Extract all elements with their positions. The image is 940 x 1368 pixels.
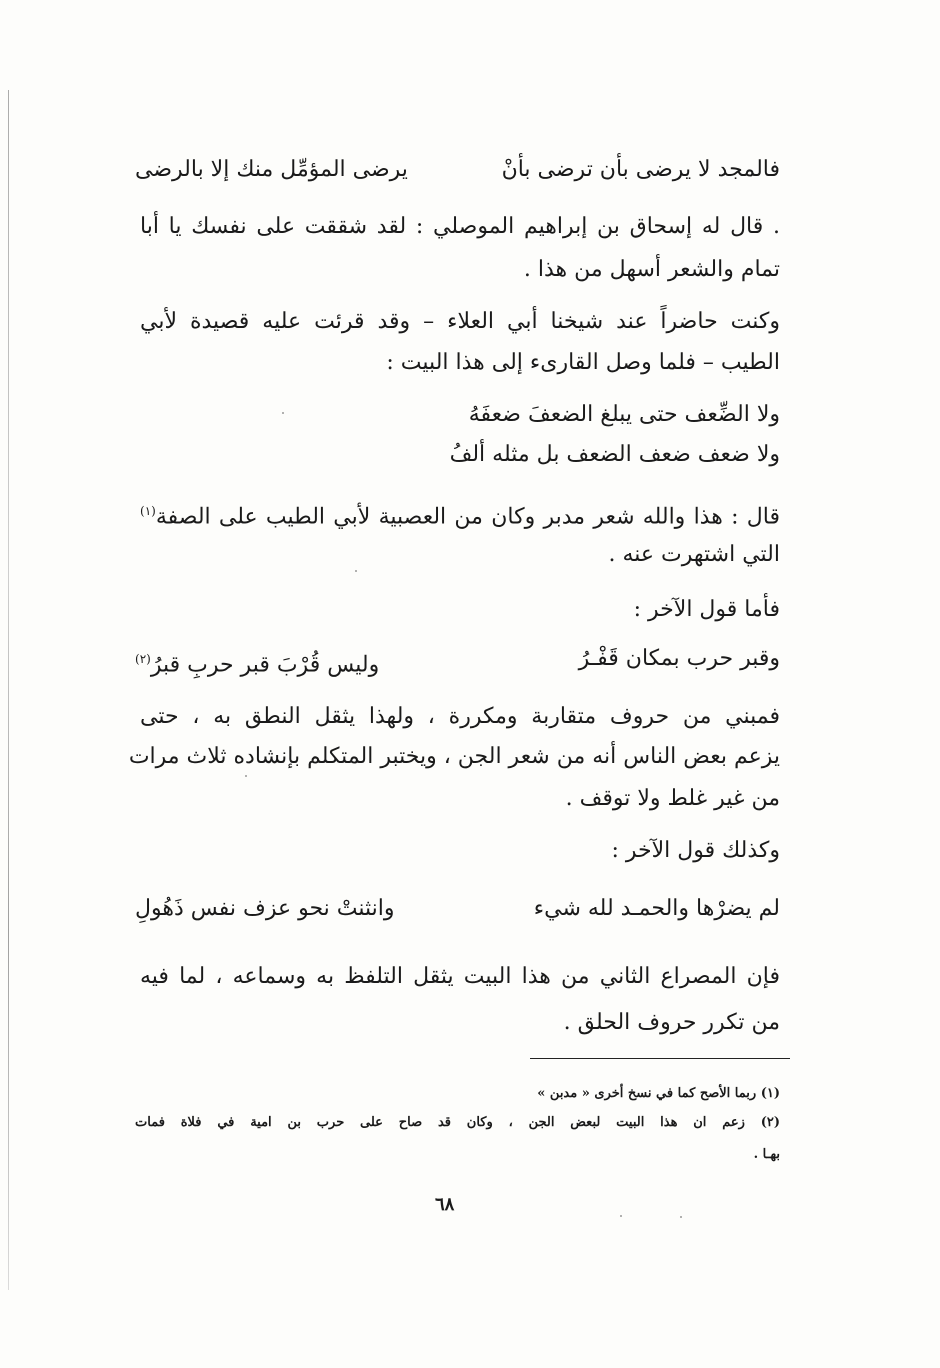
body-line: فمبني من حروف متقاربة ومكررة ، ولهذا يثقل النطق به ، حتى [140,704,780,729]
body-line: تمام والشعر أسهل من هذا . [523,257,780,282]
body-line: فأما قول الآخر : [633,597,780,622]
footnote-ref-1: (١) [140,504,156,518]
footnote-2-continuation: بهـا . [753,1147,780,1162]
scan-binding-edge [8,90,9,1290]
verse-2-first-hemistich: وقبر حرب بمكان قَفْـرُ [578,646,780,671]
body-line: وكنت حاضراً عند شيخنا أبي العلاء – وقد قرئت عليه قصيدة لأبي [140,309,780,334]
body-line: فإن المصراع الثاني من هذا البيت يثقل التلفظ به وسماعه ، لما فيه [140,964,780,989]
body-line: من غير غلط ولا توقف . [565,786,780,811]
scan-speck [620,1215,622,1217]
quoted-verse-line: ولا الضِّعف حتى يبلغ الضعفَ ضعفَهُ [468,402,780,427]
body-line-with-ref [140,496,780,532]
verse-1-first-hemistich: فالمجد لا يرضى بأن ترضى بأنْ [501,157,780,182]
verse-2-second-hemistich-with-ref [135,644,379,680]
footnote-1: (١) ربما الأصح كما في نسخ أخرى « مدبن » [537,1086,780,1101]
quoted-verse-line: ولا ضعف ضعف الضعف بل مثله ألفُ [449,442,780,467]
verse-3-second-hemistich: وانثنتْ نحو عزف نفس ذَهُولِ [135,896,395,921]
scan-speck [680,1216,682,1218]
body-line: من تكرر حروف الحلق . [563,1010,780,1035]
body-line: الطيب – فلما وصل القارىء إلى هذا البيت : [386,350,780,375]
body-line-text: قال : هذا والله شعر مدبر وكان من العصبية لأبي الطيب على الصفة [155,504,780,530]
verse-2-second-hemistich: وليس قُرْبَ قبر حربِ قبرُ [150,652,380,678]
body-line: التي اشتهرت عنه . [608,542,780,567]
body-line: وكذلك قول الآخر : [611,838,780,863]
body-line: . قال له إسحاق بن إبراهيم الموصلي : لقد شققت على نفسك يا أبا [140,214,780,239]
body-line: يزعم بعض الناس أنه من شعر الجن ، ويختبر المتكلم بإنشاده ثلاث مرات [128,744,780,769]
scan-speck [355,570,357,572]
verse-3-first-hemistich: لم يضرْها والحمـد لله شيء [533,896,780,921]
scan-speck [245,775,247,777]
page-number: ٦٨ [435,1194,455,1215]
footnote-ref-2: (٢) [135,652,151,666]
scan-speck [282,412,284,414]
verse-1-second-hemistich: يرضى المؤمِّل منك إلا بالرضى [135,157,408,182]
footnote-2: (٢) زعم ان هذا البيت لبعض الجن ، وكان قد صاح على حرب بن امية في فلاة فمات [135,1115,780,1130]
footnote-separator [530,1058,790,1059]
